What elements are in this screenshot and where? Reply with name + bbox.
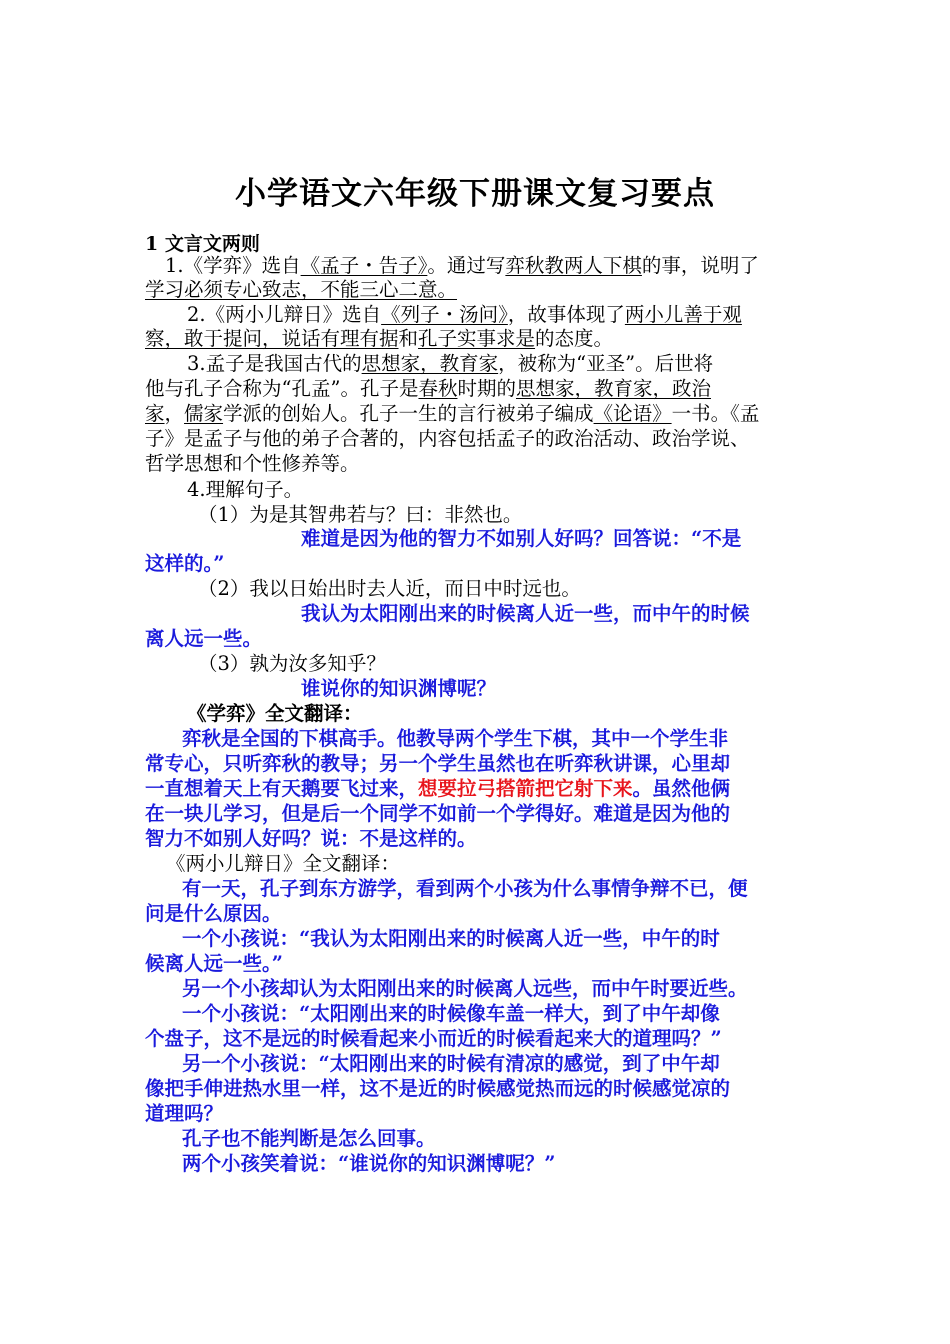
underlined-source: 《孟子・告子》 [300, 254, 428, 277]
xueyi-line-1: 弈秋是全国的下棋高手。他教导两个学生下棋，其中一个学生非 [182, 727, 729, 750]
section-heading: 1 文言文两则 [145, 233, 260, 255]
liangxiaoer-line-1: 有一天，孔子到东方游学，看到两个小孩为什么事情争辩不已，便 [182, 877, 748, 900]
underlined-text: 学习必须专心致志，不能三心二意。 [145, 278, 458, 301]
liangxiaoer-line-10: 道理吗？ [145, 1102, 224, 1125]
text-span: 。虽然他俩 [632, 777, 731, 800]
liangxiaoer-line-11: 孔子也不能判断是怎么回事。 [182, 1127, 436, 1150]
text-span: 3.孟子是我国古代的 [187, 352, 362, 375]
text-span: 的态度。 [535, 327, 614, 350]
paragraph-2-line-1 [187, 302, 742, 327]
subsection-heading: 4.理解句子。 [187, 478, 304, 501]
liangxiaoer-line-7: 个盘子，这不是远的时候看起来小而近的时候看起来大的道理吗？” [145, 1027, 722, 1050]
underlined-text: 察，敢于提问，说话有理有据 [145, 327, 399, 350]
paragraph-1-line-1 [165, 253, 759, 278]
question-2: （2）我以日始出时去人近，而日中时远也。 [198, 577, 581, 600]
answer-1-line-2: 这样的。” [145, 552, 225, 575]
underlined-source: 《列子・汤问》 [381, 303, 508, 326]
text-span: ，故事体现了 [507, 303, 625, 326]
underlined-text: 《论语》 [593, 402, 672, 425]
underlined-text: 家 [145, 402, 165, 425]
xueyi-line-2: 常专心，只听弈秋的教导；另一个学生虽然也在听弈秋讲课，心里却 [145, 752, 731, 775]
text-span: 的事，说明了 [641, 254, 759, 277]
paragraph-1-line-2 [145, 277, 457, 302]
text-span: ，被称为“亚圣”。后世将 [498, 352, 714, 375]
liangxiaoer-line-12: 两个小孩笑着说：“谁说你的知识渊博呢？” [182, 1152, 556, 1175]
text-span: 他与孔子合称为“孔孟”。孔子是 [145, 377, 419, 400]
highlighted-text: 想要拉弓搭箭把它射下来 [418, 777, 633, 800]
xueyi-heading: 《学弈》全文翻译： [187, 702, 363, 725]
text-span: 和 [398, 327, 419, 350]
text-span: 时期的 [457, 377, 516, 400]
text-span: 1.《学弈》选自 [165, 254, 301, 277]
liangxiaoer-line-6: 一个小孩说：“太阳刚出来的时候像车盖一样大，到了中午却像 [182, 1002, 720, 1025]
xueyi-line-3 [145, 776, 730, 801]
page-title: 小学语文六年级下册课文复习要点 [235, 176, 715, 212]
underlined-text: 儒家 [184, 402, 224, 425]
question-1: （1）为是其智弗若与？曰：非然也。 [198, 503, 523, 526]
question-3: （3）孰为汝多知乎？ [198, 652, 386, 675]
liangxiaoer-line-5: 另一个小孩却认为太阳刚出来的时候离人远些，而中午时要近些。 [182, 977, 748, 1000]
underlined-text: 两小儿善于观 [624, 303, 742, 326]
underlined-text: 思想家，教育家 [361, 352, 499, 375]
liangxiaoer-line-3: 一个小孩说：“我认为太阳刚出来的时候离人近一些，中午的时 [182, 927, 720, 950]
xueyi-line-5: 智力不如别人好吗？说：不是这样的。 [145, 827, 477, 850]
liangxiaoer-line-9: 像把手伸进热水里一样，这不是近的时候感觉热而远的时候感觉凉的 [145, 1077, 731, 1100]
underlined-text: 弈秋教两人下棋 [505, 254, 642, 277]
paragraph-3-line-2 [145, 376, 711, 401]
liangxiaoer-line-4: 候离人远一些。” [145, 952, 283, 975]
paragraph-3-line-1 [187, 351, 713, 376]
liangxiaoer-line-8: 另一个小孩说：“太阳刚出来的时候有清凉的感觉，到了中午却 [182, 1052, 720, 1075]
text-span: 学派的创始人。孔子一生的言行被弟子编成 [223, 402, 594, 425]
text-span: 一书。《孟 [671, 402, 760, 425]
liangxiaoer-line-2: 问是什么原因。 [145, 902, 282, 925]
answer-1-line-1: 难道是因为他的智力不如别人好吗？回答说：“不是 [301, 527, 742, 550]
text-span: 一直想着天上有天鹅要飞过来， [145, 777, 419, 800]
paragraph-3-line-5: 哲学思想和个性修养等。 [145, 452, 360, 475]
underlined-text: 思想家，教育家，政治 [515, 377, 711, 400]
underlined-text: 孔子实事求是 [418, 327, 536, 350]
paragraph-2-line-2 [145, 326, 613, 351]
paragraph-3-line-3 [145, 401, 759, 426]
answer-2-line-1: 我认为太阳刚出来的时候离人近一些，而中午的时候 [301, 602, 750, 625]
underlined-text: 春秋 [418, 377, 458, 400]
answer-3: 谁说你的知识渊博呢？ [301, 677, 497, 700]
xueyi-line-4: 在一块儿学习，但是后一个同学不如前一个学得好。难道是因为他的 [145, 802, 731, 825]
liangxiaoer-heading: 《两小儿辩日》全文翻译： [166, 852, 401, 875]
text-span: 2.《两小儿辩日》选自 [187, 303, 382, 326]
paragraph-3-line-4: 子》是孟子与他的弟子合著的，内容包括孟子的政治活动、政治学说、 [145, 427, 750, 450]
answer-2-line-2: 离人远一些。 [145, 627, 263, 650]
text-span: ， [164, 402, 185, 425]
text-span: 。通过写 [427, 254, 506, 277]
